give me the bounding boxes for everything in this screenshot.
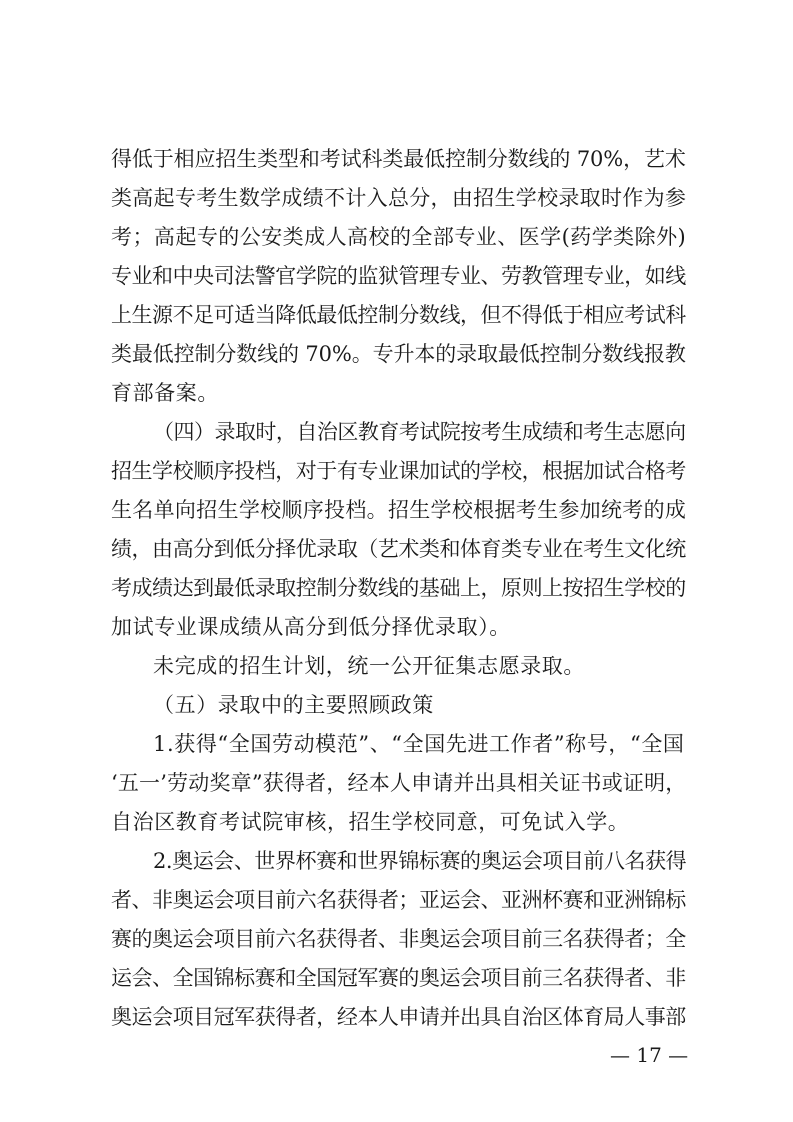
body-text-line: 者、非奥运会项目前六名获得者；亚运会、亚洲杯赛和亚洲锦标 — [111, 888, 686, 912]
body-text-line: 加试专业课成绩从高分到低分择优录取）。 — [111, 615, 511, 639]
section-heading: （五）录取中的主要照顾政策 — [153, 693, 434, 717]
body-text-line: ‘五一’劳动奖章”获得者，经本人申请并出具相关证书或证明， — [111, 771, 686, 795]
body-text-line: 考成绩达到最低录取控制分数线的基础上，原则上按招生学校的 — [111, 576, 686, 600]
body-text-line: 类高起专考生数学成绩不计入总分，由招生学校录取时作为参 — [111, 186, 686, 210]
body-text-line: 2.奥运会、世界杯赛和世界锦标赛的奥运会项目前八名获得 — [153, 849, 686, 873]
body-text-line: 绩，由高分到低分择优录取（艺术类和体育类专业在考生文化统 — [111, 537, 686, 561]
body-text-line: 1.获得“全国劳动模范”、“全国先进工作者”称号，“全国 — [153, 732, 685, 756]
body-text-line: 招生学校顺序投档，对于有专业课加试的学校，根据加试合格考 — [111, 459, 686, 483]
body-text-line: （四）录取时，自治区教育考试院按考生成绩和考生志愿向 — [153, 420, 686, 444]
body-text-line: 运会、全国锦标赛和全国冠军赛的奥运会项目前三名获得者、非 — [111, 966, 686, 990]
body-text-line: 生名单向招生学校顺序投档。招生学校根据考生参加统考的成 — [111, 498, 686, 522]
body-text-line: 育部备案。 — [111, 381, 219, 405]
body-text-line: 类最低控制分数线的 70%。专升本的录取最低控制分数线报教 — [111, 342, 686, 366]
body-text-line: 赛的奥运会项目前六名获得者、非奥运会项目前三名获得者；全 — [111, 927, 686, 951]
body-text-line: 考；高起专的公安类成人高校的全部专业、医学(药学类除外) — [111, 225, 686, 249]
body-text-line: 得低于相应招生类型和考试科类最低控制分数线的 70%，艺术 — [111, 147, 686, 171]
page-number: — 17 — — [610, 1043, 689, 1067]
body-text-line: 奥运会项目冠军获得者，经本人申请并出具自治区体育局人事部 — [111, 1005, 686, 1029]
body-text-line: 专业和中央司法警官学院的监狱管理专业、劳教管理专业，如线 — [111, 264, 686, 288]
body-text-line: 上生源不足可适当降低最低控制分数线，但不得低于相应考试科 — [111, 303, 686, 327]
body-text-line: 未完成的招生计划，统一公开征集志愿录取。 — [153, 654, 585, 678]
body-text-line: 自治区教育考试院审核，招生学校同意，可免试入学。 — [111, 810, 630, 834]
